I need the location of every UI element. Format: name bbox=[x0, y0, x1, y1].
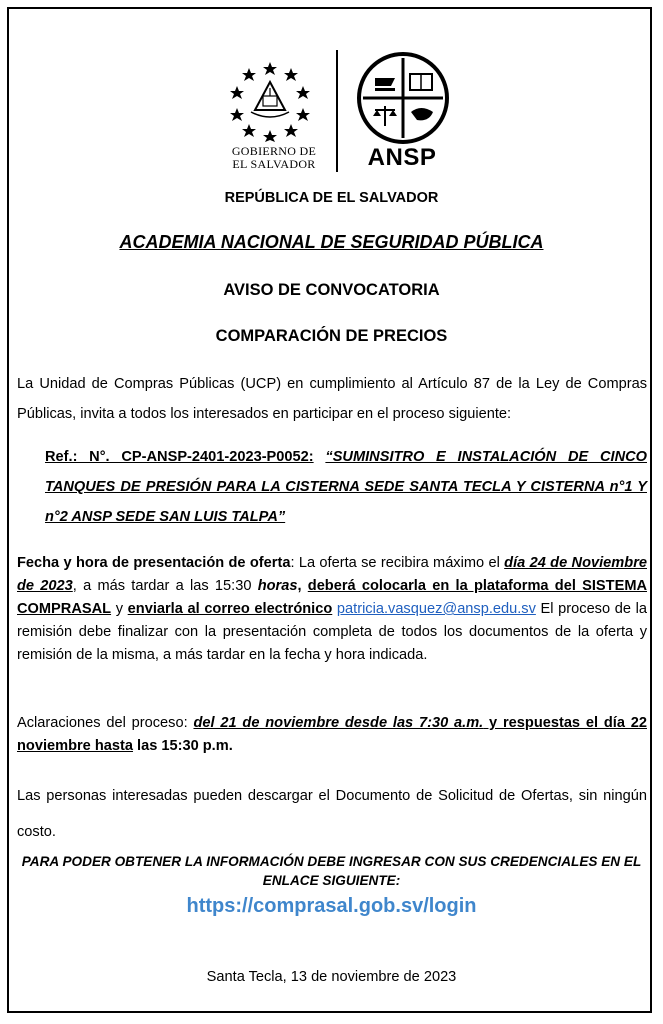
aclaraciones-paragraph bbox=[17, 712, 647, 758]
fecha-label: Fecha y hora de presentación de oferta bbox=[17, 555, 291, 571]
gobierno-line-1: GOBIERNO DE bbox=[231, 144, 317, 158]
heading-republica: REPÚBLICA DE EL SALVADOR bbox=[224, 190, 439, 206]
comprasal-login-link[interactable]: https://comprasal.gob.sv/login bbox=[186, 895, 477, 917]
reference-title: “SUMINSITRO E INSTALACIÓN DE CINCO TANQUES DE PRESIÓN PARA LA CISTERNA SEDE SANTA TECLA Y CISTERNA n°1 Y n°2 ANSP SEDE SAN LUIS TALPA” bbox=[45, 449, 647, 525]
descarga-paragraph: Las personas interesadas pueden descargar el Documento de Solicitud de Ofertas, sin ningún costo. bbox=[17, 788, 647, 840]
heading-aviso: AVISO DE CONVOCATORIA bbox=[223, 281, 440, 299]
fecha-enviar: enviarla al correo electrónico bbox=[127, 601, 333, 617]
intro-paragraph: La Unidad de Compras Públicas (UCP) en cumplimiento al Artículo 87 de la Ley de Compras Públicas, invita a todos los interesados en participar en el proceso siguiente: bbox=[17, 376, 647, 422]
el-salvador-coat-of-arms-icon bbox=[225, 52, 315, 142]
ansp-wordmark: ANSP bbox=[367, 144, 437, 171]
gobierno-line-2: EL SALVADOR bbox=[232, 157, 316, 171]
reference-paragraph bbox=[45, 442, 647, 532]
fecha-comma: , bbox=[297, 578, 308, 594]
email-link[interactable]: patricia.vasquez@ansp.edu.sv bbox=[336, 601, 536, 617]
aclaraciones-date: del 21 de noviembre desde las 7:30 a.m. bbox=[193, 715, 484, 731]
credentials-notice: PARA PODER OBTENER LA INFORMACIÓN DEBE INGRESAR CON SUS CREDENCIALES EN EL ENLACE SIGUIENTE: bbox=[21, 854, 642, 888]
logo-divider bbox=[336, 50, 338, 172]
fecha-date: día 24 de Noviembre de 2023 bbox=[17, 555, 647, 594]
fecha-horas: horas bbox=[257, 578, 298, 594]
ansp-emblem-icon bbox=[355, 50, 451, 146]
place-and-date: Santa Tecla, 13 de noviembre de 2023 bbox=[206, 969, 457, 985]
fecha-instruction: deberá colocarla en la plataforma del SISTEMA COMPRASAL bbox=[17, 578, 648, 617]
fecha-paragraph bbox=[17, 552, 647, 667]
aclaraciones-respuestas: y respuestas el día 22 noviembre hasta bbox=[17, 715, 647, 754]
heading-comparacion: COMPARACIÓN DE PRECIOS bbox=[215, 327, 448, 345]
fecha-text-3: y bbox=[111, 601, 128, 617]
fecha-text-1: : La oferta se recibira máximo el bbox=[290, 555, 505, 571]
heading-academia: ACADEMIA NACIONAL DE SEGURIDAD PÚBLICA bbox=[119, 232, 544, 252]
header-logos bbox=[215, 48, 455, 178]
aclaraciones-time: las 15:30 p.m. bbox=[132, 738, 233, 754]
fecha-text-2: , a más tardar a las 15:30 bbox=[72, 578, 258, 594]
gobierno-wordmark bbox=[215, 145, 333, 171]
reference-number: Ref.: N°. CP-ANSP-2401-2023-P0052: bbox=[45, 449, 314, 465]
fecha-text-4: El proceso de la remisión debe finalizar con la presentación completa de todos los documentos de la oferta y remisión de la misma, a más tardar en la fecha y hora indicada. bbox=[17, 601, 647, 663]
aclaraciones-label: Aclaraciones del proceso: bbox=[17, 715, 194, 731]
